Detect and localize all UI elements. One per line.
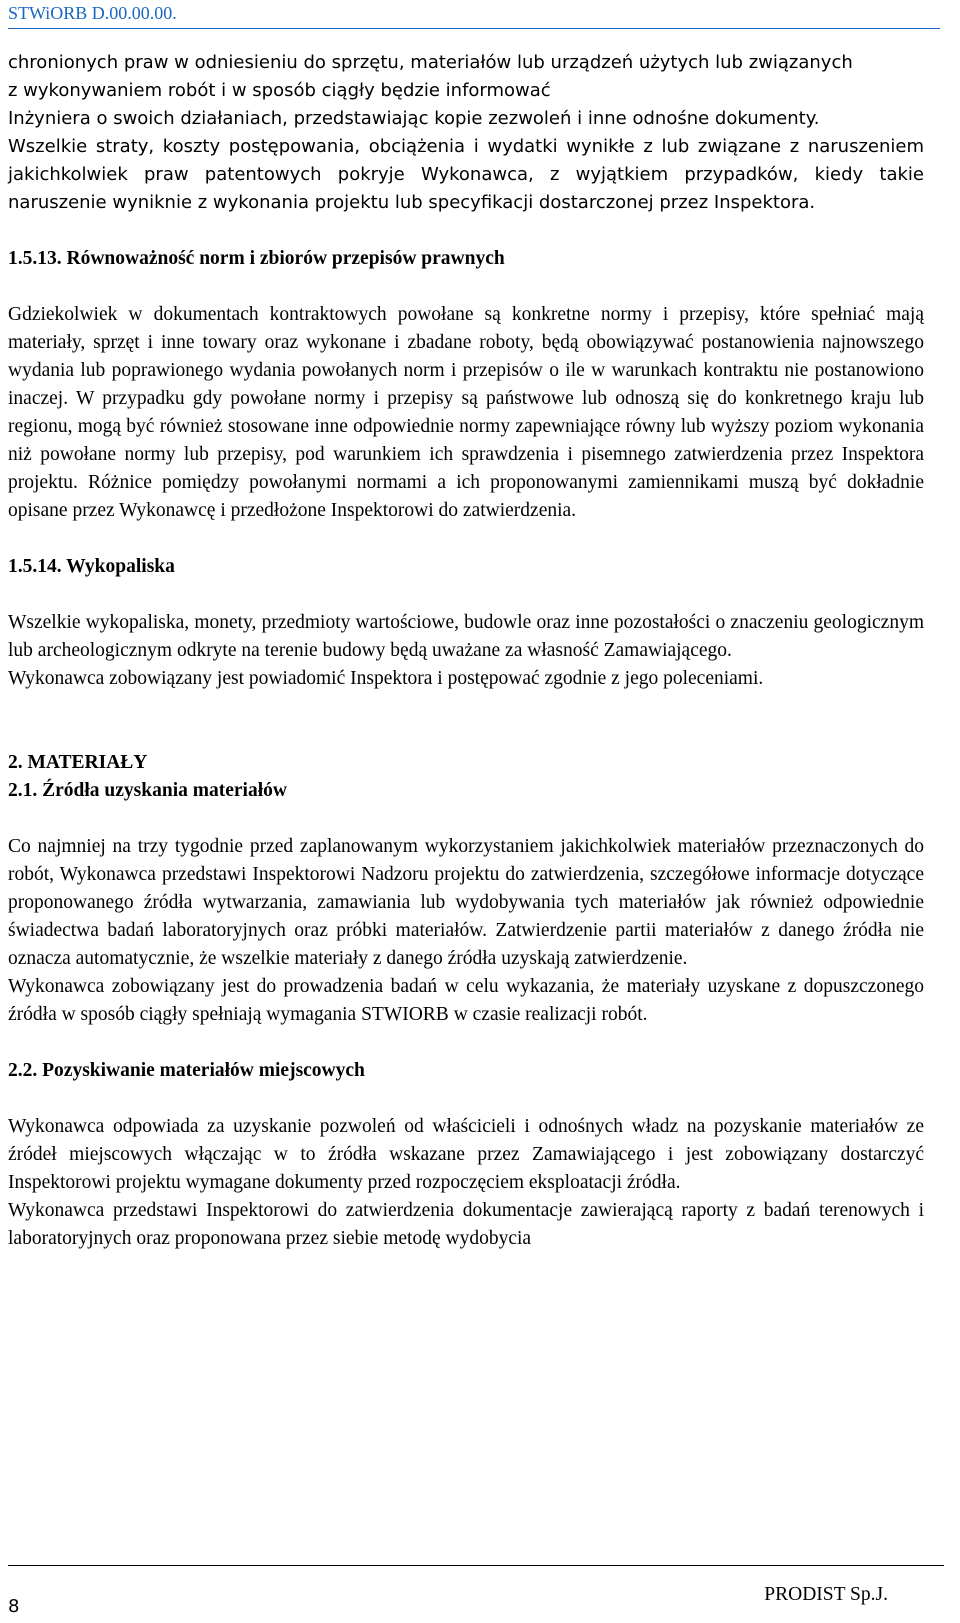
- document-header: STWiORB D.00.00.00.: [8, 0, 940, 29]
- paragraph-local-materials-docs: Wykonawca przedstawi Inspektorowi do zatwierdzenia dokumentacje zawierającą raporty z badań terenowych i laboratoryjnych oraz proponowana przez siebie metodę wydobycia: [8, 1200, 924, 1249]
- paragraph-norms-equivalence: Gdziekolwiek w dokumentach kontraktowych powołane są konkretne normy i przepisy, które spełniać mają materiały, sprzęt i inne towary oraz wykonane i zbadane roboty, będą obowiązywać postanowienia najnowszego wydania lub poprawionego wydania powołanych norm i przepisów o ile w warunkach kontraktu nie postanowiono inaczej. W przypadku gdy powołane normy i przepisy są państwowe lub odnoszą się do konkretnego kraju lub regionu, mogą być również stosowane inne odpowiednie normy zapewniające równy lub wyższy poziom wykonania niż powołane normy lub przepisy, pod warunkiem ich sprawdzenia i pisemnego zatwierdzenia przez Inspektora projektu. Różnice pomiędzy powołanymi normami a ich proponowanymi zamiennikami muszą być dokładnie opisane przez Wykonawcę i przedłożone Inspektorowi do zatwierdzenia.: [8, 304, 924, 521]
- paragraph-material-sources: Co najmniej na trzy tygodnie przed zaplanowanym wykorzystaniem jakichkolwiek materiałów przeznaczonych do robót, Wykonawca przedstawi Inspektorowi Nadzoru projektu do zatwierdzenia, szczegółowe informacje dotyczące proponowanego źródła wytwarzania, zamawiania lub wydobywania tych materiałów jak również odpowiednie świadectwa badań laboratoryjnych oraz próbki materiałów. Zatwierdzenie partii materiałów z danego źródła nie oznacza automatycznie, że wszelkie materiały z danego źródła uzyskają zatwierdzenie.: [8, 836, 924, 969]
- text-line: z wykonywaniem robót i w sposób ciągły będzie informować: [8, 80, 551, 101]
- document-body: [8, 49, 924, 1253]
- footer-company: PRODIST Sp.J.: [764, 1584, 888, 1605]
- text-line: Inżyniera o swoich działaniach, przedstawiając kopie zezwoleń i inne odnośne dokumenty.: [8, 108, 820, 129]
- paragraph-excavations-notify: Wykonawca zobowiązany jest powiadomić Inspektora i postępować zgodnie z jego poleceniami.: [8, 668, 764, 689]
- page-number: 8: [8, 1596, 20, 1617]
- text-line: chronionych praw w odniesieniu do sprzętu, materiałów lub urządzeń użytych lub związanych: [8, 52, 853, 73]
- footer-divider: [8, 1565, 944, 1566]
- chapter-heading-materials: 2. MATERIAŁY: [8, 752, 148, 773]
- paragraph-excavations: Wszelkie wykopaliska, monety, przedmioty wartościowe, budowle oraz inne pozostałości o znaczeniu geologicznym lub archeologicznym odkryte na terenie budowy będą uważane za własność Zamawiającego.: [8, 612, 924, 661]
- paragraph-material-testing: Wykonawca zobowiązany jest do prowadzenia badań w celu wykazania, że materiały uzyskane z dopuszczonego źródła w sposób ciągły spełniają wymagania STWIORB w czasie realizacji robót.: [8, 976, 924, 1025]
- section-heading-1-5-14: 1.5.14. Wykopaliska: [8, 556, 175, 577]
- paragraph-local-materials: Wykonawca odpowiada za uzyskanie pozwoleń od właścicieli i odnośnych władz na pozyskanie materiałów ze źródeł miejscowych włączając w to źródła wskazane przez Zamawiającego i jest zobowiązany dostarczyć Inspektorowi projektu wymagane dokumenty przed rozpoczęciem eksploatacji źródła.: [8, 1116, 924, 1193]
- continued-paragraph: [8, 49, 924, 133]
- section-heading-2-1: 2.1. Źródła uzyskania materiałów: [8, 780, 287, 801]
- section-heading-1-5-13: 1.5.13. Równoważność norm i zbiorów przepisów prawnych: [8, 248, 505, 269]
- section-heading-2-2: 2.2. Pozyskiwanie materiałów miejscowych: [8, 1060, 365, 1081]
- paragraph-patent-losses: Wszelkie straty, koszty postępowania, obciążenia i wydatki wynikłe z lub związane z naruszeniem jakichkolwiek praw patentowych pokryje Wykonawca, z wyjątkiem przypadków, kiedy takie naruszenie wyniknie z wykonania projektu lub specyfikacji dostarczonej przez Inspektora.: [8, 136, 924, 213]
